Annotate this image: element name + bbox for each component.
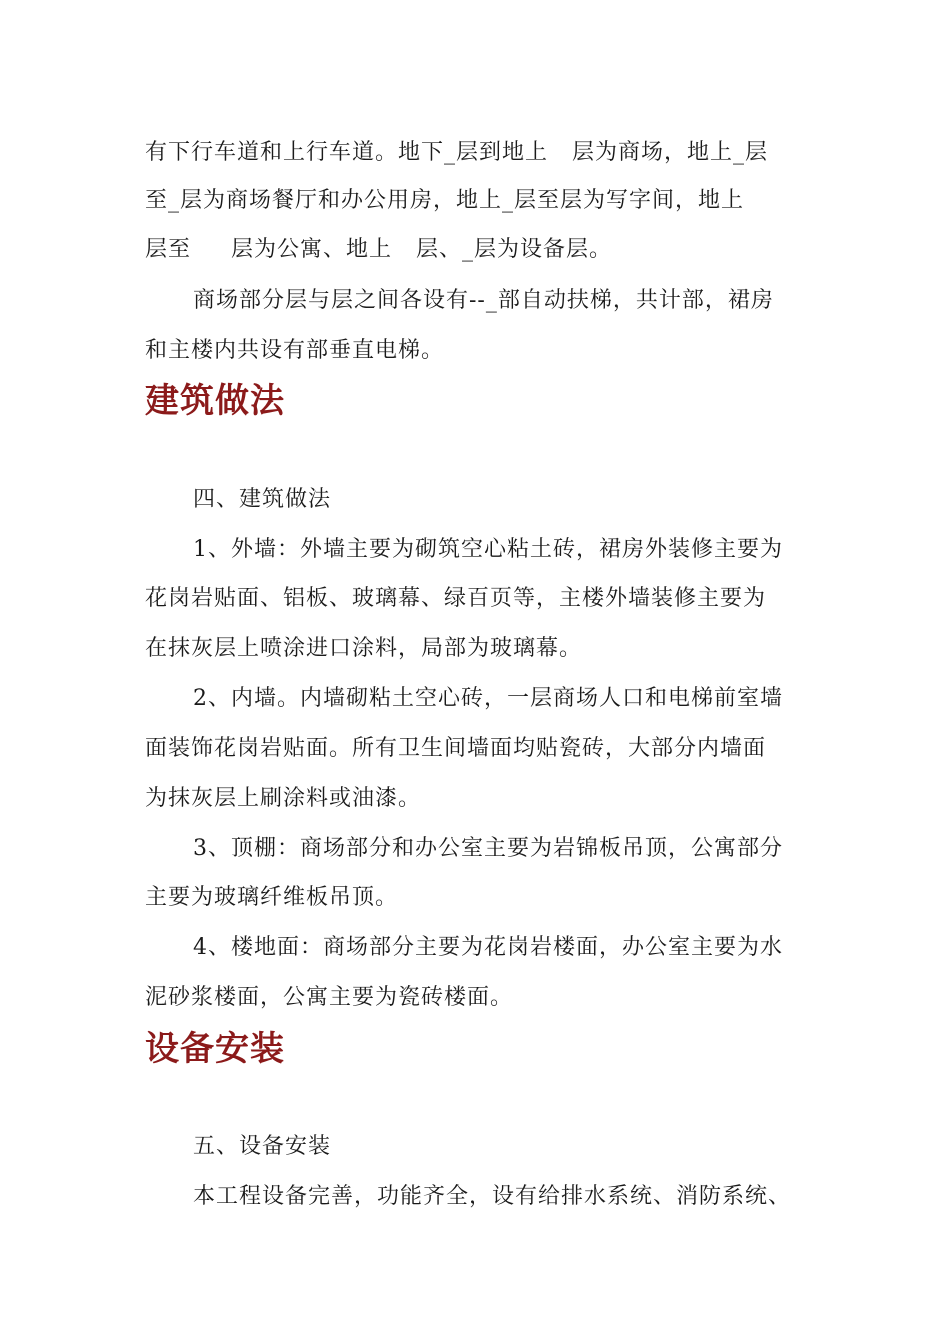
paragraph-line: 泥砂浆楼面，公寓主要为瓷砖楼面。 [145, 985, 514, 1010]
section-heading-architecture: 建筑做法 [145, 381, 285, 421]
paragraph-line: 本工程设备完善，功能齐全，设有给排水系统、消防系统、 [193, 1184, 792, 1209]
paragraph-line: 在抹灰层上喷涂进口涂料，局部为玻璃幕。 [145, 636, 583, 661]
paragraph-line: 2、内墙。内墙砌粘土空心砖，一层商场人口和电梯前室墙 [193, 686, 783, 711]
paragraph-line: 面装饰花岗岩贴面。所有卫生间墙面均贴瓷砖，大部分内墙面 [145, 736, 767, 761]
paragraph-line: 为抹灰层上刷涂料或油漆。 [145, 786, 422, 811]
paragraph-line: 和主楼内共设有部垂直电梯。 [145, 338, 445, 363]
paragraph-line: 花岗岩贴面、铝板、玻璃幕、绿百页等，主楼外墙装修主要为 [145, 586, 767, 611]
section-heading-equipment: 设备安装 [145, 1029, 285, 1069]
section-subtitle: 四、建筑做法 [193, 487, 332, 512]
paragraph-line: 层至 层为公寓、地上 层、_层为设备层。 [145, 237, 612, 262]
section-subtitle: 五、设备安装 [193, 1134, 332, 1159]
paragraph-line: 4、楼地面：商场部分主要为花岗岩楼面，办公室主要为水 [193, 935, 783, 960]
paragraph-line: 商场部分层与层之间各设有--_部自动扶梯，共计部，裙房 [193, 288, 774, 313]
paragraph-line: 主要为玻璃纤维板吊顶。 [145, 885, 399, 910]
paragraph-line: 3、顶棚：商场部分和办公室主要为岩锦板吊顶，公寓部分 [193, 836, 783, 861]
paragraph-line: 至_层为商场餐厅和办公用房，地上_层至层为写字间，地上 [145, 188, 745, 213]
paragraph-line: 1、外墙：外墙主要为砌筑空心粘土砖，裙房外装修主要为 [193, 537, 783, 562]
paragraph-line: 有下行车道和上行车道。地下_层到地上 层为商场，地上_层 [145, 140, 768, 165]
